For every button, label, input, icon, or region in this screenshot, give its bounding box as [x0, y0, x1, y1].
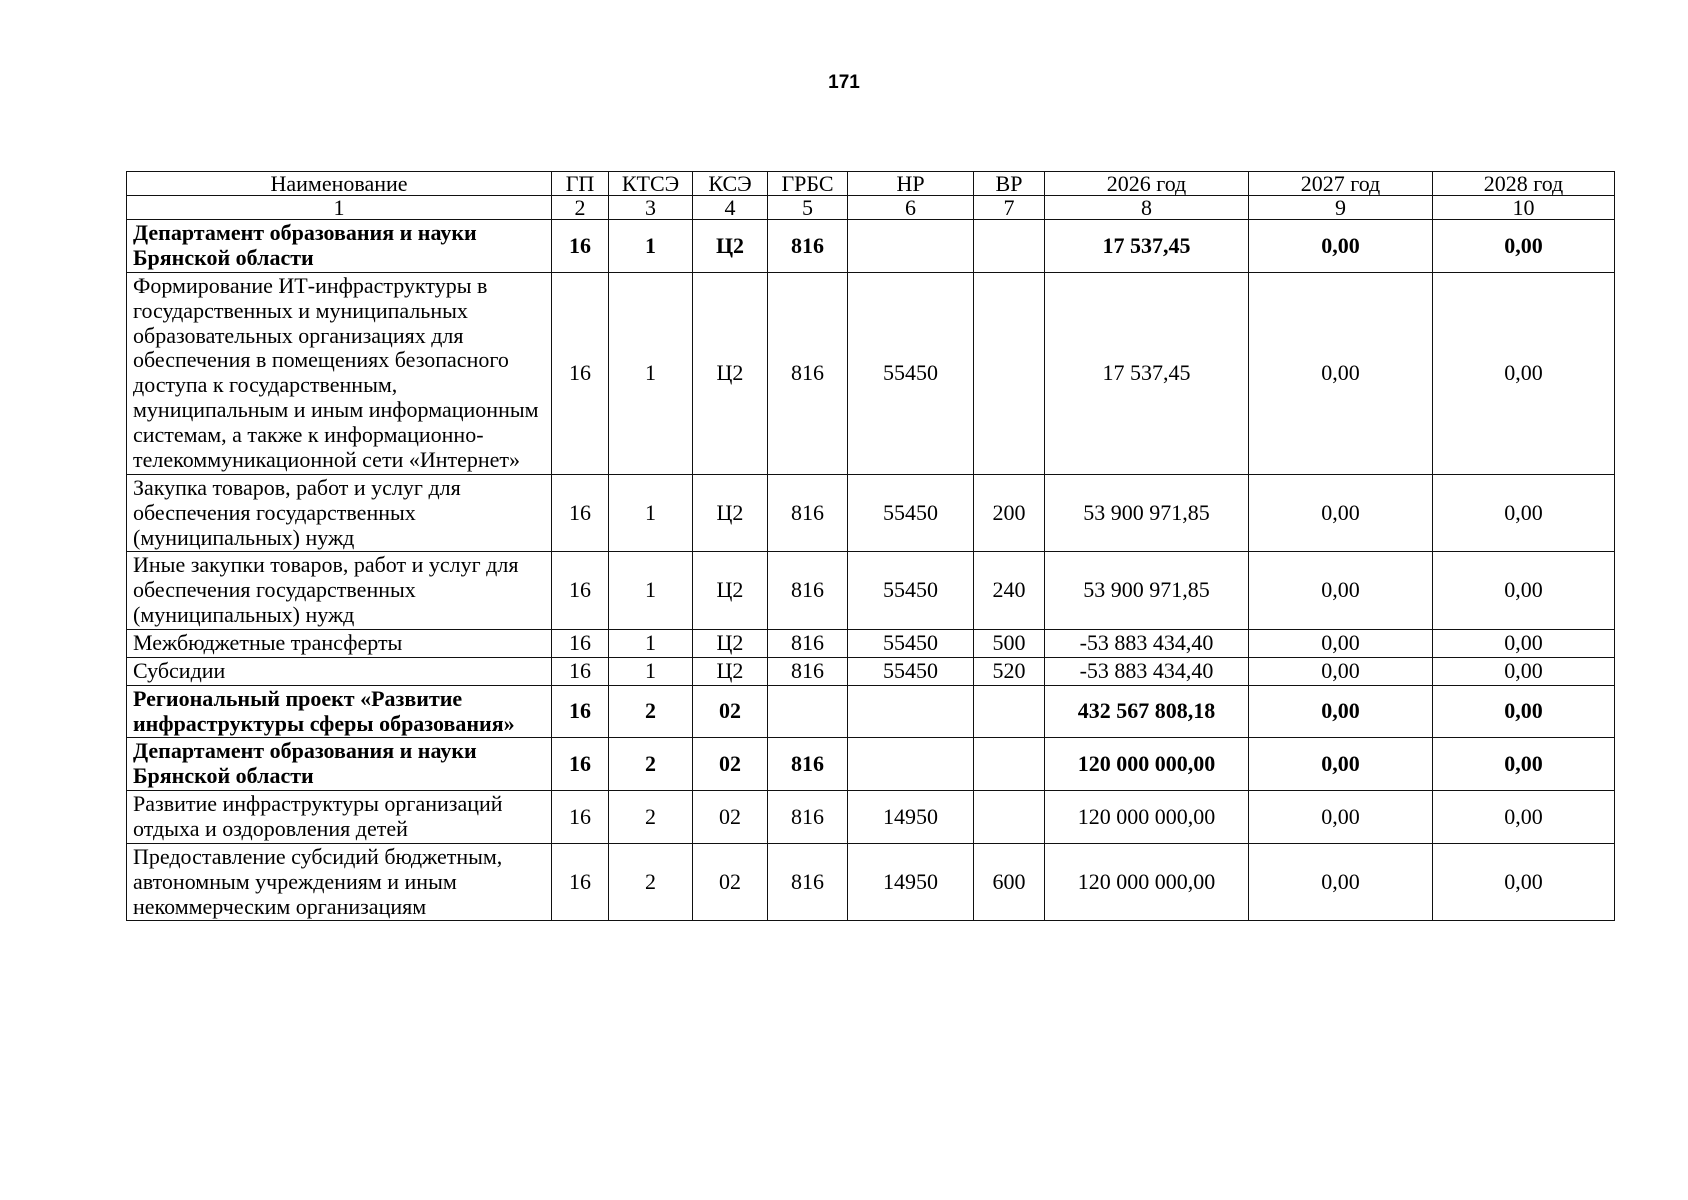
row-grbs-cell: [768, 685, 848, 738]
row-nr-cell: 55450: [848, 657, 974, 685]
row-ktse-cell: 1: [609, 657, 693, 685]
row-nr-cell: 55450: [848, 272, 974, 474]
column-number: 9: [1249, 196, 1433, 220]
row-name-cell: Иные закупки товаров, работ и услуг для обеспечения государственных (муниципальных) нужд: [127, 552, 552, 630]
table-row: [127, 220, 1615, 273]
row-gp-cell: 16: [552, 738, 609, 791]
row-grbs-cell: 816: [768, 272, 848, 474]
row-kse-cell: Ц2: [693, 272, 768, 474]
row-name-cell: Формирование ИТ-инфраструктуры в государственных и муниципальных образовательных организациях для обеспечения в помещениях безопасного доступа к государственным, муниципальным и иным информационным системам, а также к информационно-телекоммуникационной сети «Интернет»: [127, 272, 552, 474]
row-2026-cell: 17 537,45: [1045, 272, 1249, 474]
table-row: [127, 843, 1615, 921]
row-nr-cell: [848, 685, 974, 738]
table-row: [127, 738, 1615, 791]
row-2028-cell: 0,00: [1433, 552, 1615, 630]
row-2028-cell: 0,00: [1433, 738, 1615, 791]
row-nr-cell: 55450: [848, 474, 974, 552]
row-2026-cell: 53 900 971,85: [1045, 474, 1249, 552]
row-2028-cell: 0,00: [1433, 474, 1615, 552]
column-number: 3: [609, 196, 693, 220]
row-kse-cell: 02: [693, 685, 768, 738]
row-nr-cell: 14950: [848, 791, 974, 844]
row-2027-cell: 0,00: [1249, 220, 1433, 273]
header-2026: 2026 год: [1045, 172, 1249, 196]
column-number: 1: [127, 196, 552, 220]
row-kse-cell: 02: [693, 738, 768, 791]
row-name-cell: Развитие инфраструктуры организаций отдыха и оздоровления детей: [127, 791, 552, 844]
row-gp-cell: 16: [552, 629, 609, 657]
row-ktse-cell: 1: [609, 629, 693, 657]
header-nr: НР: [848, 172, 974, 196]
row-vr-cell: 240: [974, 552, 1045, 630]
row-gp-cell: 16: [552, 685, 609, 738]
row-2028-cell: 0,00: [1433, 272, 1615, 474]
row-kse-cell: Ц2: [693, 629, 768, 657]
row-2028-cell: 0,00: [1433, 791, 1615, 844]
row-2026-cell: 120 000 000,00: [1045, 843, 1249, 921]
row-vr-cell: [974, 220, 1045, 273]
column-number: 7: [974, 196, 1045, 220]
row-2028-cell: 0,00: [1433, 220, 1615, 273]
row-ktse-cell: 2: [609, 791, 693, 844]
row-2026-cell: 53 900 971,85: [1045, 552, 1249, 630]
row-2027-cell: 0,00: [1249, 474, 1433, 552]
row-nr-cell: 55450: [848, 552, 974, 630]
header-grbs: ГРБС: [768, 172, 848, 196]
row-vr-cell: [974, 791, 1045, 844]
row-2026-cell: 120 000 000,00: [1045, 738, 1249, 791]
row-ktse-cell: 2: [609, 843, 693, 921]
row-vr-cell: [974, 685, 1045, 738]
row-vr-cell: 520: [974, 657, 1045, 685]
row-name-cell: Межбюджетные трансферты: [127, 629, 552, 657]
row-2027-cell: 0,00: [1249, 685, 1433, 738]
row-gp-cell: 16: [552, 552, 609, 630]
column-number: 2: [552, 196, 609, 220]
row-2026-cell: 432 567 808,18: [1045, 685, 1249, 738]
row-grbs-cell: 816: [768, 629, 848, 657]
header-row: [127, 172, 1615, 196]
row-name-cell: Департамент образования и науки Брянской области: [127, 220, 552, 273]
header-ktse: КТСЭ: [609, 172, 693, 196]
header-vr: ВР: [974, 172, 1045, 196]
row-gp-cell: 16: [552, 220, 609, 273]
row-kse-cell: Ц2: [693, 552, 768, 630]
row-ktse-cell: 1: [609, 272, 693, 474]
row-gp-cell: 16: [552, 657, 609, 685]
row-name-cell: Закупка товаров, работ и услуг для обеспечения государственных (муниципальных) нужд: [127, 474, 552, 552]
row-ktse-cell: 2: [609, 685, 693, 738]
column-number: 8: [1045, 196, 1249, 220]
row-2027-cell: 0,00: [1249, 791, 1433, 844]
row-2027-cell: 0,00: [1249, 552, 1433, 630]
row-kse-cell: Ц2: [693, 220, 768, 273]
row-grbs-cell: 816: [768, 843, 848, 921]
row-gp-cell: 16: [552, 843, 609, 921]
header-name: Наименование: [127, 172, 552, 196]
row-2028-cell: 0,00: [1433, 629, 1615, 657]
row-ktse-cell: 1: [609, 552, 693, 630]
row-name-cell: Департамент образования и науки Брянской области: [127, 738, 552, 791]
row-2027-cell: 0,00: [1249, 629, 1433, 657]
row-kse-cell: 02: [693, 843, 768, 921]
row-2026-cell: 120 000 000,00: [1045, 791, 1249, 844]
row-2027-cell: 0,00: [1249, 272, 1433, 474]
header-2027: 2027 год: [1249, 172, 1433, 196]
row-vr-cell: [974, 738, 1045, 791]
table-row: [127, 685, 1615, 738]
row-nr-cell: [848, 220, 974, 273]
row-kse-cell: Ц2: [693, 474, 768, 552]
column-number: 5: [768, 196, 848, 220]
row-kse-cell: 02: [693, 791, 768, 844]
header-gp: ГП: [552, 172, 609, 196]
row-ktse-cell: 2: [609, 738, 693, 791]
table-body: [127, 220, 1615, 921]
row-name-cell: Региональный проект «Развитие инфраструктуры сферы образования»: [127, 685, 552, 738]
row-2026-cell: -53 883 434,40: [1045, 657, 1249, 685]
row-grbs-cell: 816: [768, 657, 848, 685]
row-vr-cell: 500: [974, 629, 1045, 657]
row-grbs-cell: 816: [768, 220, 848, 273]
row-grbs-cell: 816: [768, 791, 848, 844]
row-2026-cell: -53 883 434,40: [1045, 629, 1249, 657]
row-nr-cell: [848, 738, 974, 791]
row-nr-cell: 55450: [848, 629, 974, 657]
column-number: 10: [1433, 196, 1615, 220]
header-2028: 2028 год: [1433, 172, 1615, 196]
row-2028-cell: 0,00: [1433, 685, 1615, 738]
table-row: [127, 657, 1615, 685]
row-2027-cell: 0,00: [1249, 738, 1433, 791]
row-grbs-cell: 816: [768, 474, 848, 552]
row-name-cell: Субсидии: [127, 657, 552, 685]
row-grbs-cell: 816: [768, 552, 848, 630]
row-vr-cell: 600: [974, 843, 1045, 921]
header-kse: КСЭ: [693, 172, 768, 196]
row-ktse-cell: 1: [609, 474, 693, 552]
table-row: [127, 474, 1615, 552]
row-vr-cell: [974, 272, 1045, 474]
row-gp-cell: 16: [552, 474, 609, 552]
row-nr-cell: 14950: [848, 843, 974, 921]
column-number-row: [127, 196, 1615, 220]
row-2027-cell: 0,00: [1249, 843, 1433, 921]
row-ktse-cell: 1: [609, 220, 693, 273]
column-number: 4: [693, 196, 768, 220]
table-row: [127, 552, 1615, 630]
row-grbs-cell: 816: [768, 738, 848, 791]
table-row: [127, 629, 1615, 657]
row-gp-cell: 16: [552, 272, 609, 474]
row-2028-cell: 0,00: [1433, 657, 1615, 685]
row-vr-cell: 200: [974, 474, 1045, 552]
row-2028-cell: 0,00: [1433, 843, 1615, 921]
budget-table: [126, 171, 1615, 921]
row-2026-cell: 17 537,45: [1045, 220, 1249, 273]
row-gp-cell: 16: [552, 791, 609, 844]
table-row: [127, 272, 1615, 474]
row-name-cell: Предоставление субсидий бюджетным, автономным учреждениям и иным некоммерческим организациям: [127, 843, 552, 921]
page-number: 171: [828, 72, 860, 93]
column-number: 6: [848, 196, 974, 220]
row-kse-cell: Ц2: [693, 657, 768, 685]
table-row: [127, 791, 1615, 844]
row-2027-cell: 0,00: [1249, 657, 1433, 685]
